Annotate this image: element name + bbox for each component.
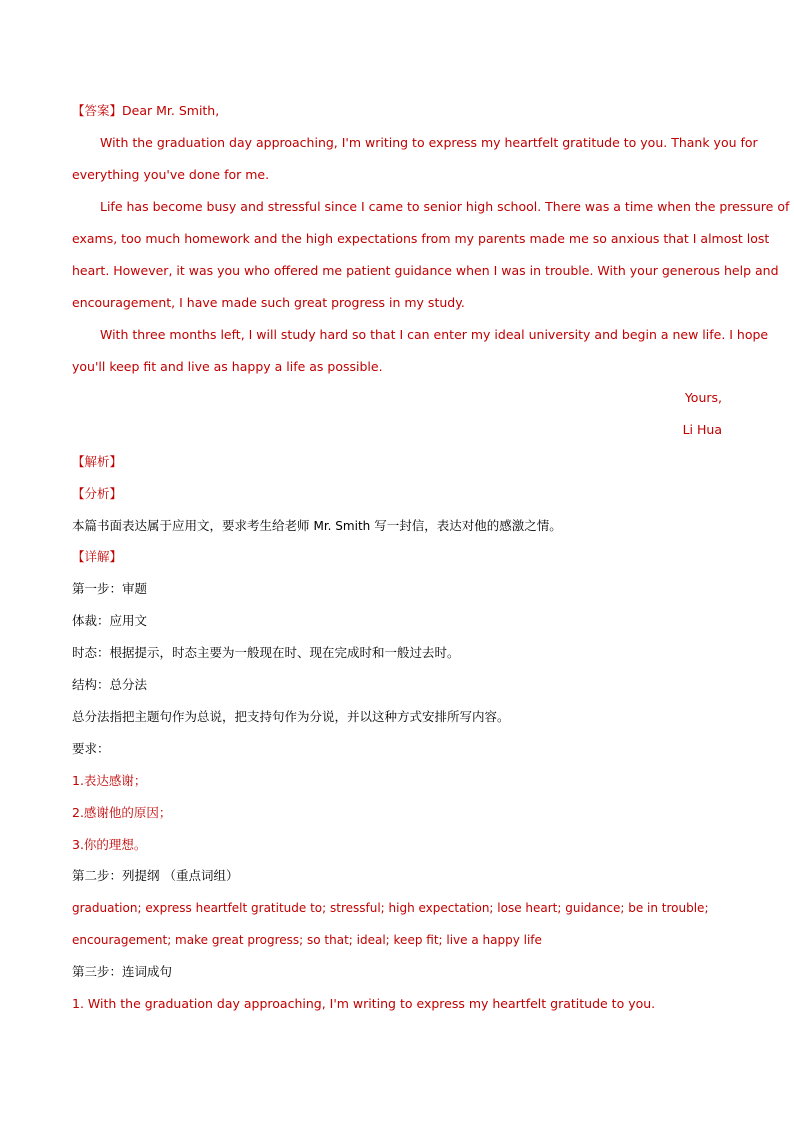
letter-paragraph-2-line-3: heart. However, it was you who offered me patient guidance when I was in trouble. With your generous help and: [72, 263, 779, 278]
letter-paragraph-3-line-2: you'll keep fit and live as happy a life as possible.: [72, 359, 383, 374]
step-1: 第一步：审题: [72, 581, 148, 596]
salutation: Dear Mr. Smith,: [122, 103, 220, 118]
phrases-line-1: graduation; express heartfelt gratitude to; stressful; high expectation; lose heart; guidance; be in trouble;: [72, 901, 709, 915]
requirement-1: 1.表达感谢；: [72, 773, 147, 788]
sentence-1: 1. With the graduation day approaching, I'm writing to express my heartfelt gratitude to you.: [72, 996, 656, 1011]
letter-signature: Li Hua: [682, 422, 722, 437]
step-3: 第三步：连词成句: [72, 964, 173, 979]
fenxi-text-name: Mr. Smith: [313, 519, 371, 533]
structure-description: 总分法指把主题句作为总说，把支持句作为分说，并以这种方式安排所写内容。: [72, 709, 510, 724]
letter-paragraph-2-line-2: exams, too much homework and the high expectations from my parents made me so anxious that I almost lost: [72, 231, 770, 246]
tense: 时态：根据提示，时态主要为一般现在时、现在完成时和一般过去时。: [72, 645, 460, 660]
requirements-label: 要求：: [72, 741, 110, 756]
phrases-line-2: encouragement; make great progress; so that; ideal; keep fit; live a happy life: [72, 933, 542, 947]
fenxi-label: 【分析】: [72, 486, 123, 501]
letter-paragraph-1-line-2: everything you've done for me.: [72, 167, 270, 182]
genre: 体裁：应用文: [72, 613, 148, 628]
fenxi-text: [72, 518, 722, 534]
letter-paragraph-3-line-1: With three months left, I will study hard so that I can enter my ideal university and begin a new life. I hope: [100, 327, 769, 342]
step-2: 第二步：列提纲 （重点词组）: [72, 868, 239, 883]
letter-closing: Yours,: [684, 390, 722, 405]
fenxi-text-b: 写一封信，表达对他的感激之情。: [370, 518, 562, 533]
letter-paragraph-1-line-1: With the graduation day approaching, I'm writing to express my heartfelt gratitude to you. Thank you for: [100, 135, 758, 150]
requirement-3: 3.你的理想。: [72, 837, 147, 852]
fenxi-text-a: 本篇书面表达属于应用文，要求考生给老师: [72, 518, 314, 533]
answer-heading: [72, 103, 722, 119]
requirement-2: 2.感谢他的原因；: [72, 805, 172, 820]
analysis-label: 【解析】: [72, 454, 123, 469]
letter-paragraph-2-line-4: encouragement, I have made such great progress in my study.: [72, 295, 465, 310]
letter-paragraph-2-line-1: Life has become busy and stressful since I came to senior high school. There was a time when the pressure of: [100, 199, 790, 214]
structure: 结构：总分法: [72, 677, 148, 692]
answer-label: 【答案】: [72, 103, 123, 118]
xiangjie-label: 【详解】: [72, 549, 123, 564]
